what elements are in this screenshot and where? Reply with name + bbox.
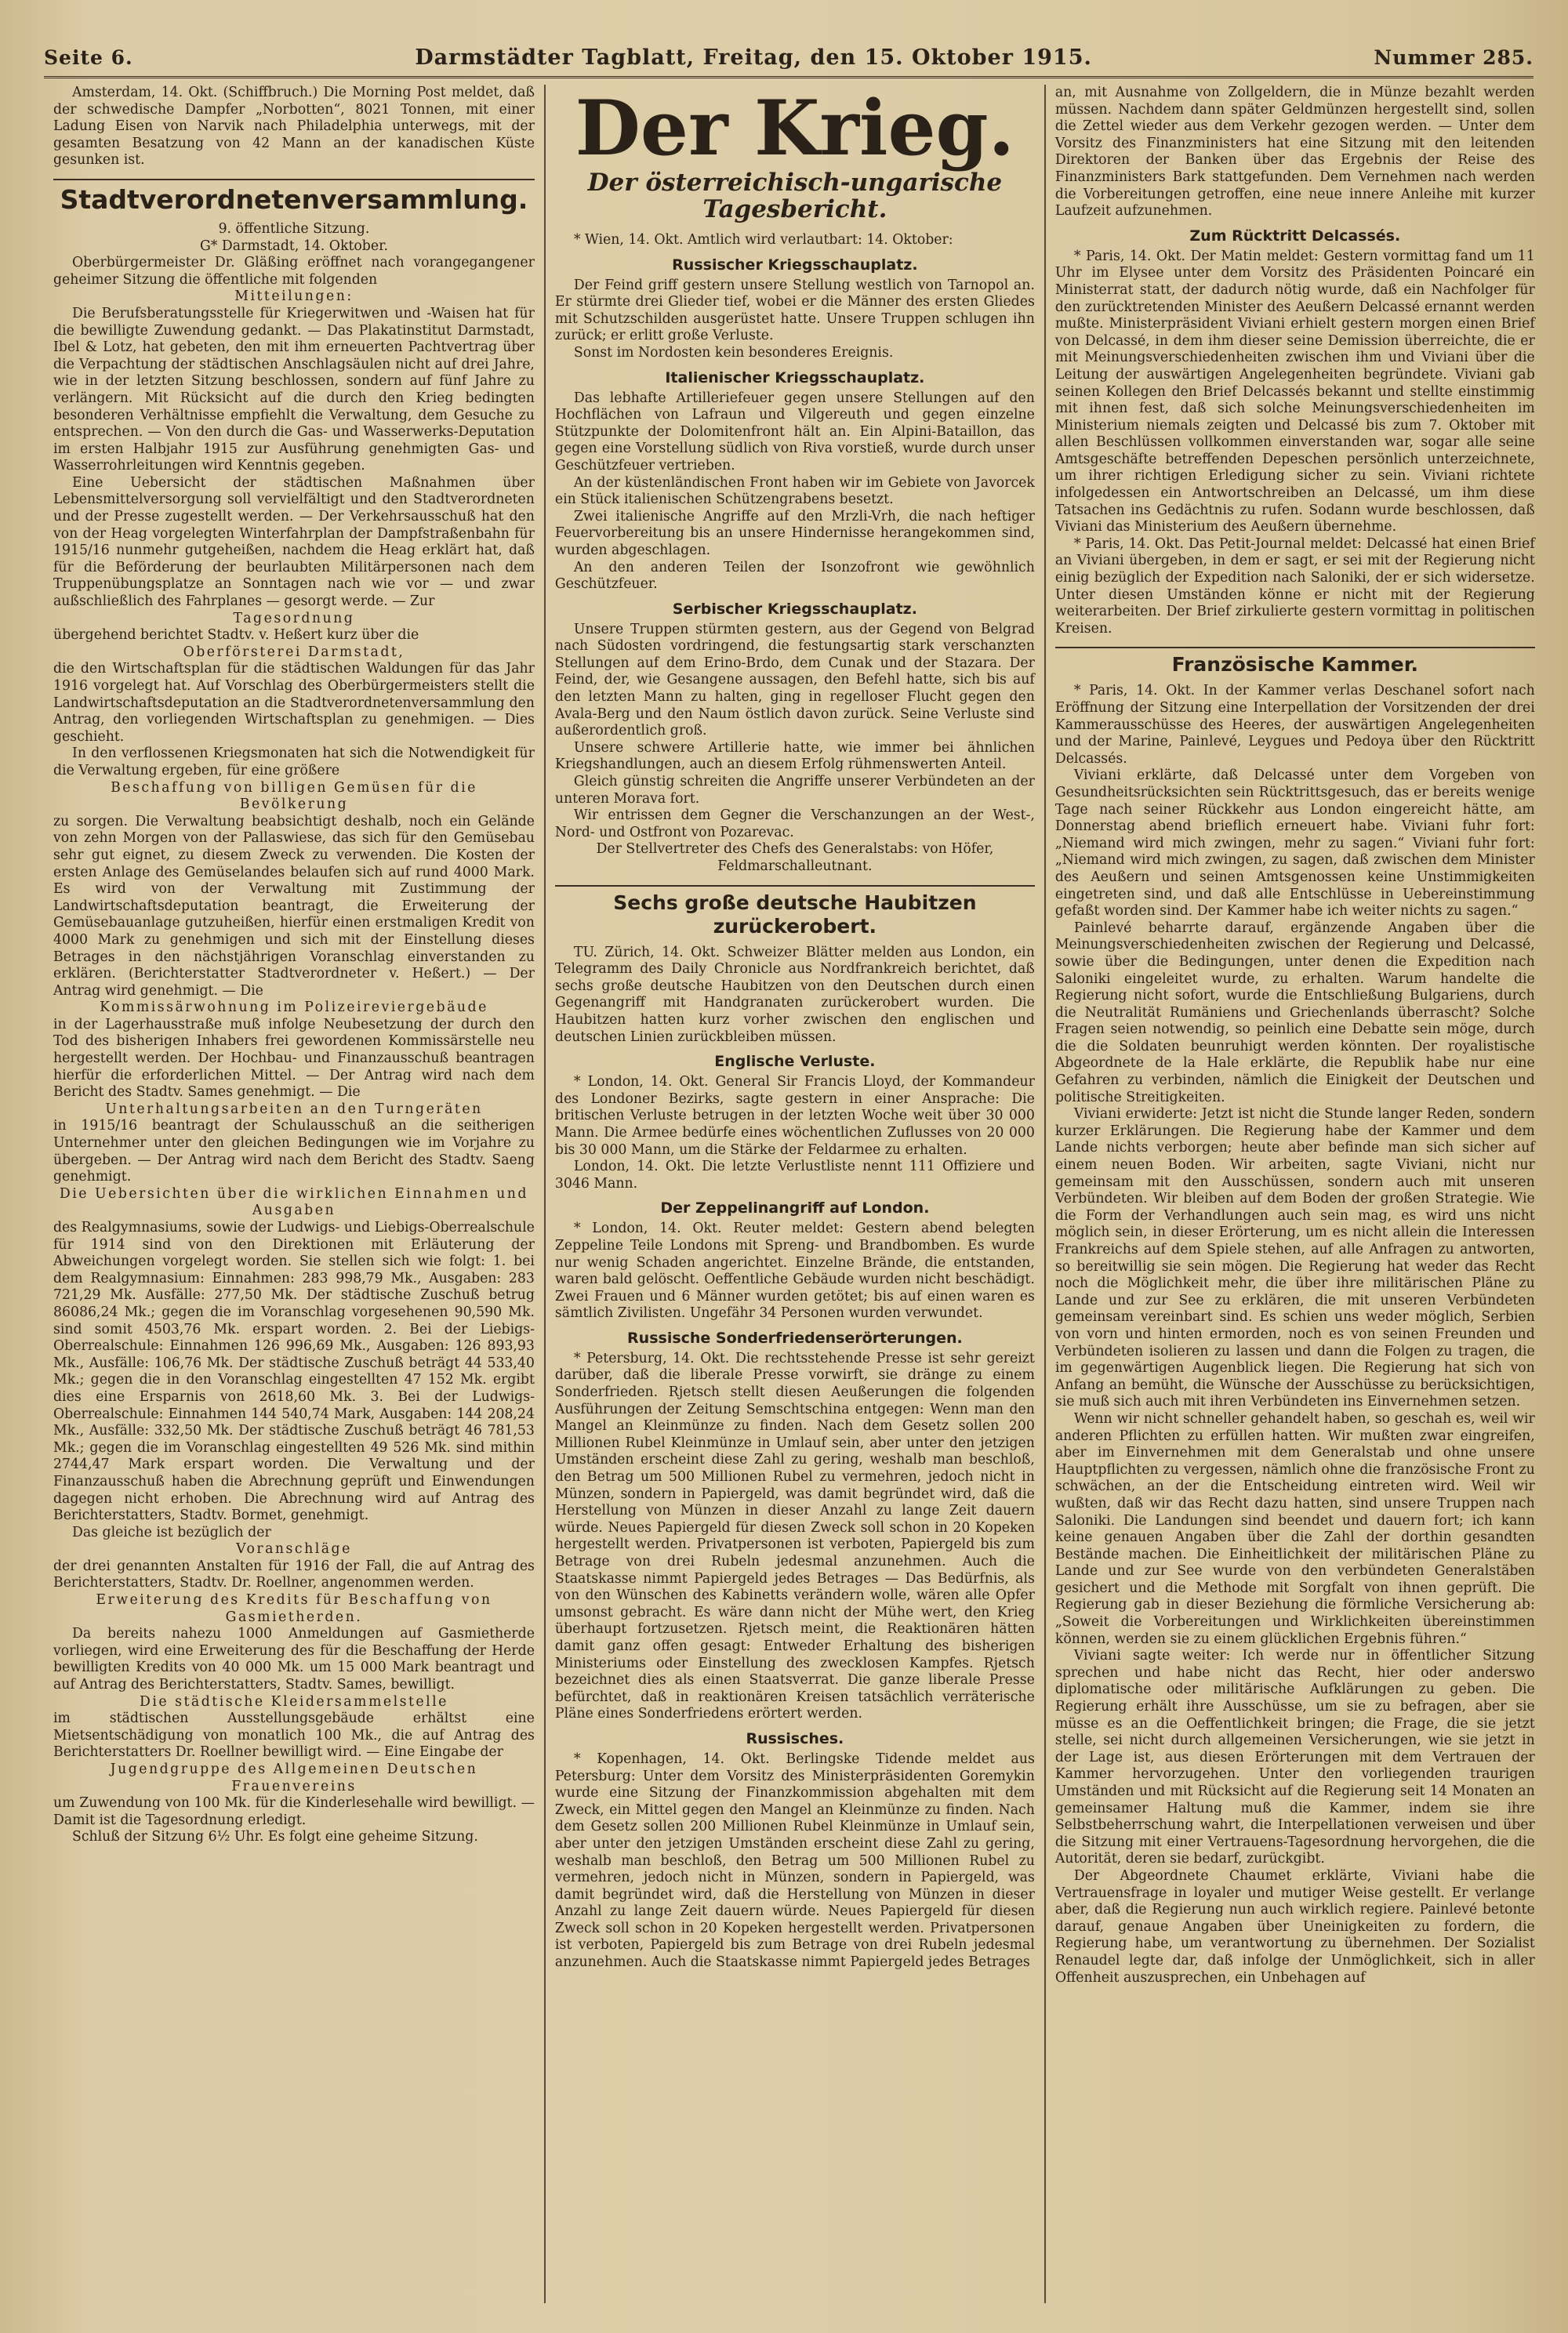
headline-tagesbericht: Der österreichisch-ungarische Tagesbericht.: [587, 169, 1003, 223]
paragraph: Das lebhafte Artilleriefeuer gegen unsere Stellungen auf den Hochflächen von Lafraun und Vilgereuth und gegen einzelne Stützpunkte der Dolomitenfront hält an. Ein Alpini-Bataillon, das gegen eine Vorstellung südlich von Riva vorstieß, wurde durch unser Geschützfeuer vertrieben.: [554, 390, 1035, 473]
paragraph: * Paris, 14. Okt. Das Petit-Journal meldet: Delcassé hat einen Brief an Viviani übergeben, in dem er sagt, er sei mit der Regierung nicht einig bezüglich der Expedition nach Saloniki, der er sich widersetze. Unter diesen Umständen könne er nicht mit der Regierung weiterarbeiten. Der Brief zirkulierte gestern vormittag in politischen Kreisen.: [1054, 535, 1535, 637]
paragraph: Painlevé beharrte darauf, ergänzende Angaben über die Meinungsverschiedenheiten zwischen der Regierung und Delcassé, sowie über die Bedingungen, unter denen die Expedition nach Saloniki eingeleitet wurde, zu erhalten. Warum handelte die Regierung nicht sofort, wurde die Entschließung Bulgariens, durch die Neutralität Rumäniens und Griechenlands überrascht? Solche Fragen seien notwendig, so peinlich eine Debatte sein möge, durch die die Soldaten beunruhigt werden könnten. Der royalistische Abgeordnete de la Hale erklärte, die Republik habe nur eine Gefahren zu verbinden, nämlich die Einigkeit der Deutschen und politische Streitigkeiten.: [1054, 920, 1535, 1105]
paragraph: Der Abgeordnete Chaumet erklärte, Viviani habe die Vertrauensfrage in loyaler und mutiger Weise gestellt. Er verlange aber, daß die Regierung nun auch wirklich regiere. Painlevé betonte darauf, genaue Angaben über Uneinigkeiten zu fordern, die Regierung habe, um verantwortung zu übernehmen. Der Sozialist Renaudel legte dar, daß infolge der Unmöglichkeit, sich in aller Offenheit auszusprechen, ein Unbehagen auf: [1054, 1867, 1535, 1986]
headline-stadtverordneten: Stadtverordnetenversammlung.: [53, 179, 535, 215]
dateline: G* Darmstadt, 14. Oktober.: [199, 238, 388, 254]
section-heading: Zum Rücktritt Delcassés.: [1189, 227, 1401, 245]
paragraph: An der küstenländischen Front haben wir im Gebiete von Javorcek ein Stück italienischen Schützengrabens besetzt.: [554, 474, 1035, 508]
column-3: [1044, 85, 1544, 2303]
article-amsterdam: Amsterdam, 14. Okt. (Schiffbruch.) Die Morning Post meldet, daß der schwedische Dampfer „Norbotten“, 8021 Tonnen, mit einer Ladung Eisen von Narvik nach Philadelphia unterwegs, mit der gesamten Besatzung von 42 Mann an der kanadischen Küste gesunken ist.: [53, 85, 535, 169]
paragraph: um Zuwendung von 100 Mk. für die Kinderlesehalle wird bewilligt. — Damit ist die Tagesordnung erledigt.: [53, 1795, 535, 1828]
paragraph: in 1915/16 beantragt der Schulausschuß an die seitherigen Unternehmer unter den gleichen Bedingungen wie im Vorjahre zu übergeben. — Der Antrag wird nach dem Bericht des Stadtv. Saeng genehmigt.: [53, 1118, 535, 1185]
paragraph: Wenn wir nicht schneller gehandelt haben, so geschah es, weil wir anderen Pflichten zu erfüllen hatten. Wir mußten zwar eingreifen, aber im Einvernehmen mit dem Generalstab und ohne unsere Hauptpflichten zu vergessen, nämlich ohne die französische Front zu schwächen, an der die Entscheidung eintreten wird. Weil wir wußten, daß wir das Recht dazu hatten, sind unsere Truppen nach Saloniki. Die Landungen sind beendet und dauern fort; ich kann keine genauen Angaben über die Zahl der dorthin gesandten Bestände machen. Die Einheitlichkeit der militärischen Pläne zu Lande und zur See wurde von den verbündeten Generalstäben gesichert und die Methode mit Sorgfalt von ihnen geprüft. Die Regierung gab in dieser Beziehung die förmliche Versicherung ab: „Soweit die Vorbereitungen und Wirklichkeiten übereinstimmen können, werden sie zu einem glücklichen Ergebnis führen.“: [1054, 1410, 1535, 1647]
paragraph: des Realgymnasiums, sowie der Ludwigs- und Liebigs-Oberrealschule für 1914 sind von den Direktionen mit Erläuterung der Abweichungen vorgelegt worden. Sie stellen sich wie folgt: 1. bei dem Realgymnasium: Einnahmen: 283 998,79 Mk., Ausgaben: 283 721,29 Mk. Ausfälle: 277,50 Mk. Der städtische Zuschuß betrug 86086,24 Mk.; gegen die im Voranschlag vorgesehenen 90,590 Mk. sind somit 4503,76 Mk. erspart worden. 2. Bei der Liebigs-Oberrealschule: Einnahmen 126 996,69 Mk., Ausgaben: 126 893,93 Mk., Ausfälle: 106,76 Mk. Der städtische Zuschuß beträgt 44 533,40 Mk.; gegen die in den Voranschlag eingestellten 47 152 Mk. ergibt dies eine Ersparnis von 2618,60 Mk. 3. Bei der Ludwigs-Oberrealschule: Einnahmen 144 540,74 Mark, Ausgaben: 144 208,24 Mk., Ausfälle: 332,50 Mk. Der städtische Zuschuß beträgt 46 781,53 Mk.; gegen die im Voranschlag eingestellten 49 526 Mk. sind mithin 2744,47 Mark erspart worden. Die Verwaltung und der Finanzausschuß haben die Abrechnung geprüft und Einwendungen dagegen nicht erhoben. Die Abrechnung wird auf Antrag des Berichterstatters, Stadtv. Bormet, genehmigt.: [53, 1220, 535, 1524]
paragraph: im städtischen Ausstellungsgebäude erhältst eine Mietsentschädigung von monatlich 100 Mk., die auf Antrag des Berichterstatters Dr. Roellner bewilligt wird. — Eine Eingabe der: [53, 1711, 535, 1761]
paragraph: Viviani erwiderte: Jetzt ist nicht die Stunde langer Reden, sondern kurzer Erklärungen. Die Regierung habe der Kammer und dem Lande nichts verborgen; heute aber befinde man sich sicher auf einem neuen Boden. Wir arbeiten, sagte Viviani, nicht nur gemeinsam mit den Ausschüssen, sondern auch mit unseren Verbündeten. Wir bleiben auf dem Boden der großen Strategie. Wie die Form der Verhandlungen auch sein mag, es wird uns nicht möglich sein, in dieser Erörterung, um es nicht allein die Interessen Frankreichs auf dem Spiele stehen, auf alle Anfragen zu antworten, so bereitwillig sie sein mögen. Die Regierung hat weder das Recht noch die Möglichkeit mehr, die über ihre militärischen Pläne zu Lande und zur See zu erklären, die mit unseren Verbündeten gemeinsam vereinbart sind. Es schien uns weder möglich, Serbien von vorn und hinten ermorden, noch es von seinen Freunden und Verbündeten isolieren zu lassen und dann die Folgen zu tragen, die im gegenwärtigen Augenblick liegen. Die Regierung hat sich von Anfang an bemüht, die Wünsche der Ausschüsse zu berücksichtigen, sie muß sich auch mit ihren Verbündeten ins Einvernehmen setzen.: [1054, 1106, 1535, 1410]
signature: Der Stellvertreter des Chefs des Generalstabs: von Höfer, Feldmarschalleutnant.: [596, 841, 994, 874]
paragraph: * Wien, 14. Okt. Amtlich wird verlautbart: 14. Oktober:: [573, 232, 953, 248]
paragraph: Da bereits nahezu 1000 Anmeldungen auf Gasmietherde vorliegen, wird eine Erweiterung des für die Beschaffung der Herde bewilligten Kredits von 40 000 Mk. um 15 000 Mark beantragt und auf Antrag des Berichterstatters, Stadtv. Sames, bewilligt.: [53, 1626, 535, 1693]
paragraph: * London, 14. Okt. General Sir Francis Lloyd, der Kommandeur des Londoner Bezirks, sagte gestern in einer Ansprache: Die britischen Verluste betrugen in der letzten Woche weit über 30 000 Mann. Die Armee bedürfe eines wöchentlichen Zuflusses von 20 000 bis 30 000 Mann, um die Stärke der Feldarmee zu erhalten.: [554, 1074, 1035, 1158]
paragraph: * Kopenhagen, 14. Okt. Berlingske Tidende meldet aus Petersburg: Unter dem Vorsitz des Ministerpräsidenten Goremykin wurde eine Sitzung der Finanzkommission abgehalten mit dem Zweck, ein Mittel gegen den Mangel an Kleinmünze zu finden. Nach dem Gesetz sollen 200 Millionen Rubel Kleinmünze in Umlauf sein, aber unter den jetzigen Umständen erscheint diese Zahl zu gering, weshalb man beschloß, den Betrag um 500 Millionen Rubel zu vermehren, jedoch nicht in Münzen, sondern in Papiergeld, was damit begründet wird, daß die Herstellung von Münzen in dieser Anzahl zu lange Zeit dauern würde. Neues Papiergeld für diesen Zweck soll schon in 20 Kopeken hergestellt werden. Privatpersonen ist verboten, Papiergeld bis zum Betrage von drei Rubeln jedesmal anzunehmen. Auch die Staatskasse nimmt Papiergeld jedes Betrages: [554, 1751, 1035, 1971]
paragraph: * Petersburg, 14. Okt. Die rechtsstehende Presse ist sehr gereizt darüber, daß die liberale Presse vorwirft, sie dränge zu einem Sonderfrieden. Rjetsch stellt diesen Aeußerungen die folgenden Ausführungen der Zeitung Semschtschina entgegen: Wenn man den Mangel an Kleinmünze zu finden. Nach dem Gesetz sollen 200 Millionen Rubel Kleinmünze in Umlauf sein, aber unter den jetzigen Umständen erscheint diese Zahl zu gering, weshalb man beschloß, den Betrag um 500 Millionen Rubel zu vermehren, jedoch nicht in Münzen, sondern in Papiergeld, was damit begründet wird, daß die Herstellung von Münzen in dieser Anzahl zu lange Zeit dauern würde. Neues Papiergeld für diesen Zweck soll schon in 20 Kopeken hergestellt werden. Privatpersonen ist verboten, Papiergeld bis zum Betrage von drei Rubeln jedesmal anzunehmen. Auch die Staatskasse nimmt Papiergeld jedes Betrages — Das Bedürfnis, als von den Wünschen des Kabinetts verändern wolle, wären alle Opfer umsonst gebracht. Es wäre dann nicht der Mühe wert, den Krieg überhaupt fortzusetzen. Rjetsch meint, die Reaktionären hätten damit ganz offen gesagt: Entweder Erhaltung des bisherigen Ministeriums oder Einstellung des zwecklosen Kampfes. Rjetsch bezeichnet dies als einen Staatsverrat. Die ganze liberale Presse befürchtet, daß in reaktionären Kreisen tatsächlich verräterische Pläne eines Sonderfriedens erörtert werden.: [554, 1350, 1035, 1722]
paragraph: Das gleiche ist bezüglich der: [72, 1524, 271, 1540]
subheading: Voranschläge: [236, 1541, 352, 1558]
paragraph: der drei genannten Anstalten für 1916 der Fall, die auf Antrag des Berichterstatters, Stadtv. Dr. Roellner, angenommen werden.: [53, 1558, 535, 1591]
paragraph: Wir entrissen dem Gegner die Verschanzungen an der West-, Nord- und Ostfront von Pozarevac.: [554, 807, 1035, 840]
paragraph: Viviani sagte weiter: Ich werde nur in öffentlicher Sitzung sprechen und habe nicht das Recht, hier oder anderswo diplomatische oder militärische Aufklärungen zu geben. Die Regierung erhält ihre Ausschüsse, um sie zu befragen, aber sie müsse es an die Oeffentlichkeit bringen; die Frage, die sie jetzt stelle, sei nicht durch allgemeinen Versicherungen, wie sie jetzt in der Lage ist, aus diesen Erörterungen mit dem Vertrauen der Kammer hervorzugehen. Unter den vorliegenden traurigen Umständen und mit Rücksicht auf die Regierung seit 14 Monaten an gemeinsamer Haltung muß die Kammer, indem sie ihre Selbstbeherrschung wahrt, die Interpellationen verweisen und über die Sitzung mit einer Vertrauens-Tagesordnung hervorgehen, die die Autorität, deren sie bedarf, zurückgibt.: [1054, 1648, 1535, 1867]
column-1: [44, 85, 544, 2303]
section-heading: Englische Verluste.: [714, 1053, 876, 1071]
subheading: Mitteilungen:: [234, 288, 354, 305]
paragraph: Der Feind griff gestern unsere Stellung westlich von Tarnopol an. Er stürmte drei Glieder tief, wobei er die Männer des ersten Gliedes mit Schutzschilden ausgerüstet hatte. Unsere Truppen schlugen ihn zurück; er erlitt große Verluste.: [554, 277, 1035, 344]
paragraph: An den anderen Teilen der Isonzofront wie gewöhnlich Geschützfeuer.: [554, 559, 1035, 593]
issue-number: Nummer 285.: [1374, 46, 1534, 69]
subheading: Jugendgruppe des Allgemeinen Deutschen Frauenvereins: [110, 1762, 478, 1794]
subheading: 9. öffentliche Sitzung.: [218, 220, 370, 237]
paragraph: Gleich günstig schreiten die Angriffe unserer Verbündeten an der unteren Morava fort.: [554, 774, 1035, 807]
subheading: Erweiterung des Kredits für Beschaffung von Gasmietherden.: [96, 1592, 492, 1625]
section-heading: Der Zeppelinangriff auf London.: [660, 1199, 930, 1217]
paragraph: London, 14. Okt. Die letzte Verlustliste nennt 111 Offiziere und 3046 Mann.: [554, 1159, 1035, 1192]
paragraph: Eine Uebersicht der städtischen Maßnahmen über Lebensmittelversorgung soll vervielfältigt und den Stadtverordneten und der Presse zugestellt werden. — Der Verkehrsausschuß hat den von der Heag vorgelegten Winterfahrplan der Dampfstraßenbahn für 1915/16 nunmehr gutgeheißen, nachdem die Heag erklärt hat, daß für die Beförderung der beurlaubten Militärpersonen nach dem Truppenübungsplatze an Sonntagen nach wie vor — und zwar außschließlich des Fahrplanes — gesorgt werde. — Zur: [53, 474, 535, 610]
page-header: [44, 45, 1534, 78]
subheading: Die Uebersichten über die wirklichen Einnahmen und Ausgaben: [59, 1185, 528, 1219]
paragraph: Sonst im Nordosten kein besonderes Ereignis.: [573, 344, 894, 361]
paragraph: TU. Zürich, 14. Okt. Schweizer Blätter melden aus London, ein Telegramm des Daily Chronicle aus Nordfrankreich berichtet, daß sechs große deutsche Haubitzen von den Deutschen durch einen Gegenangriff mit Handgranaten zurückerobert wurden. Die Haubitzen hatten kurz vorher zwischen den englischen und deutschen Linien zurückbleiben müssen.: [554, 944, 1035, 1045]
column-2: [544, 85, 1044, 2303]
subheading: Die städtische Kleidersammelstelle: [140, 1693, 448, 1710]
paragraph: in der Lagerhausstraße muß infolge Neubesetzung der durch den Tod des bisherigen Inhabers frei gewordenen Kommissärstelle neu hergestellt werden. Der Hochbau- und Finanzausschuß beantragen hierfür die erforderlichen Mittel. — Der Antrag wird nach dem Bericht des Stadtv. Sames genehmigt. — Die: [53, 1016, 535, 1101]
paragraph: Viviani erklärte, daß Delcassé unter dem Vorgeben von Gesundheitsrücksichten sein Rücktrittsgesuch, das er bereits wenige Tage nach seiner Rückkehr aus London eingereicht hätte, am Donnerstag abend brieflich erneuert habe. Viviani fuhr fort: „Niemand wird mich zwingen, mehr zu sagen.“ Viviani fuhr fort: „Niemand wird mich zwingen, zu sagen, daß zwischen dem Minister des Aeußern und seinen Amtsgenossen keine Unstimmigkeiten eingetreten sind, und daß alle Entschlüsse in Uebereinstimmung gefaßt worden sind. Der Kammer habe ich weiter nichts zu sagen.“: [1054, 767, 1535, 920]
paragraph: an, mit Ausnahme von Zollgeldern, die in Münze bezahlt werden müssen. Nachdem dann später Geldmünzen hergestellt sind, sollen die Zettel wieder aus dem Verkehr gezogen werden. — Unter dem Vorsitz des Finanzministers hat eine Sitzung mit den leitenden Direktoren der Banken über das Ergebnis der Reise des Finanzministers Bark stattgefunden. Dem Vernehmen nach werden die Vorbereitungen getroffen, eine neue innere Anleihe mit kurzer Laufzeit aufzunehmen.: [1054, 85, 1535, 220]
paragraph: * Paris, 14. Okt. Der Matin meldet: Gestern vormittag fand um 11 Uhr im Elysee unter dem Vorsitz des Präsidenten Poincaré ein Ministerrat statt, der dadurch nötig wurde, daß ein Nachfolger für den zurücktretenden Minister des Aeußern Delcassé ernannt werden mußte. Ministerpräsident Viviani erhielt gestern morgen einen Brief von Delcassé, in dem ihm dieser seine Demission überreichte, die er mit Meinungsverschiedenheiten zwischen ihm und Viviani über die Leitung der auswärtigen Angelegenheiten begründete. Viviani gab seinen Kollegen den Brief Delcassés bekannt und stellte einstimmig mit ihnen fest, daß sich solche Meinungsverschiedenheiten im Ministerium niemals zeigten und Delcassé bis zum 7. Oktober mit allen Beschlüssen vollkommen einverstanden war, sogar alle seine Amtsgeschäfte betreffenden Depeschen persönlich unterzeichnete, um ihrer richtigen Erledigung sicher zu sein. Viviani richtete infolgedessen ein Antwortschreiben an Delcassé, um ihm diese Tatsachen ins Gedächtnis zu rufen. Sodann wurde beschlossen, daß Viviani das Ministerium des Aeußern übernehme.: [1054, 248, 1535, 535]
paragraph: Zwei italienische Angriffe auf den Mrzli-Vrh, die nach heftiger Feuervorbereitung bis an unsere Hindernisse herangekommen sind, wurden abgeschlagen.: [554, 508, 1035, 558]
headline-haubitzen: Sechs große deutsche Haubitzen zurückerobert.: [555, 885, 1035, 938]
headline-kammer: Französische Kammer.: [1055, 647, 1535, 677]
paragraph: Die Berufsberatungsstelle für Kriegerwitwen und -Waisen hat für die bewilligte Zuwendung gedankt. — Das Plakatinstitut Darmstadt, Ibel & Lotz, hat gebeten, den mit ihm erneuerten Pachtvertrag über die Verpachtung der städtischen Anschlagsäulen nicht auf drei Jahre, wie in der letzten Sitzung beschlossen, sondern auf fünf Jahre zu verlängern. Mit Rücksicht auf die durch den Krieg bedingten besonderen Verhältnisse empfiehlt die Verwaltung, dem Gesuche zu entsprechen. — Von den durch die Gas- und Wasserwerks-Deputation im ersten Halbjahr 1915 zur Ausführung genehmigten Gas- und Wasserrohrleitungen wird Kenntnis gegeben.: [53, 305, 535, 474]
paragraph: * London, 14. Okt. Reuter meldet: Gestern abend belegten Zeppeline Teile Londons mit Spreng- und Brandbomben. Es wurde nur wenig Schaden angerichtet. Einzelne Brände, die entstanden, waren bald gelöscht. Oeffentliche Gebäude wurden nicht beschädigt. Zwei Frauen und 6 Männer wurden getötet; bis auf einen waren es sämtlich Zivilisten. Ungefähr 34 Personen wurden verwundet.: [554, 1221, 1035, 1322]
paragraph: zu sorgen. Die Verwaltung beabsichtigt deshalb, noch ein Gelände von zehn Morgen von der Pallaswiese, das sich für den Gemüsebau sehr gut eignet, zu diesem Zweck zu verwenden. Die Kosten der ersten Anlage des Gemüselandes belaufen sich auf rund 4000 Mark. Es wird von der Verwaltung mit Zustimmung der Landwirtschaftsdeputation beantragt, die Erweiterung der Gemüsebauanlage gutzuheißen, hierfür einen erstmaligen Kredit von 4000 Mark zu genehmigen und sich mit der Einstellung dieses Betrages in den nächstjährigen Voranschlag einverstanden zu erklären. (Berichterstatter Stadtverordneter v. Heßert.) — Der Antrag wird genehmigt. — Die: [53, 813, 535, 999]
paragraph: Schluß der Sitzung 6½ Uhr. Es folgt eine geheime Sitzung.: [72, 1829, 478, 1845]
paragraph: die den Wirtschaftsplan für die städtischen Waldungen für das Jahr 1916 vorgelegt hat. Auf Vorschlag des Oberbürgermeisters stellt die Landwirtschaftsdeputation an die Stadtverordnetenversammlung den Antrag, den vorliegenden Wirtschaftsplan zu genehmigen. — Dies geschieht.: [53, 661, 535, 745]
subheading: Unterhaltungsarbeiten an den Turngeräten: [105, 1101, 483, 1117]
page-number: Seite 6.: [44, 46, 133, 69]
paragraph: * Paris, 14. Okt. In der Kammer verlas Deschanel sofort nach Eröffnung der Sitzung eine Interpellation der Vorsitzenden der drei Kammerausschüsse des Heeres, der auswärtigen Angelegenheiten und der Marine, Painlevé, Leygues und Pedoya über den Rücktritt Delcassés.: [1054, 683, 1535, 767]
section-heading: Serbischer Kriegsschauplatz.: [672, 600, 917, 618]
subheading: Kommissärwohnung im Polizeireviergebäude: [100, 1000, 488, 1016]
section-heading: Russischer Kriegsschauplatz.: [672, 256, 918, 274]
columns: [44, 85, 1544, 2303]
paragraph: Oberbürgermeister Dr. Gläßing eröffnet nach vorangegangener geheimer Sitzung die öffentliche mit folgenden: [53, 255, 535, 288]
subheading: Beschaffung von billigen Gemüsen für die Bevölkerung: [111, 779, 477, 813]
section-heading: Russisches.: [746, 1729, 844, 1747]
subheading: Oberförsterei Darmstadt,: [183, 644, 405, 660]
section-heading: Russische Sonderfriedenserörterungen.: [627, 1329, 963, 1347]
paragraph: Unsere schwere Artillerie hatte, wie immer bei ähnlichen Kriegshandlungen, auch an diesem Erfolg rühmenswerten Anteil.: [554, 739, 1035, 773]
subheading: Tagesordnung: [233, 610, 355, 626]
masthead-line: Darmstädter Tagblatt, Freitag, den 15. Oktober 1915.: [415, 45, 1092, 70]
headline-der-krieg: Der Krieg.: [575, 85, 1015, 172]
paragraph: Unsere Truppen stürmten gestern, aus der Gegend von Belgrad nach Südosten vordringend, die festungsartig stark verschanzten Stellungen auf dem Erino-Brdo, dem Cunak und der Stazara. Der Feind, der, wie Gesangene aussagen, den Befehl hatte, sich bis auf den letzten Mann zu halten, ging in regelloser Flucht gegen den Avala-Berg und den Naum östlich davon zurück. Seine Verluste sind außerordentlich groß.: [554, 621, 1035, 739]
paragraph: In den verflossenen Kriegsmonaten hat sich die Notwendigkeit für die Verwaltung ergeben, für eine größere: [53, 746, 535, 778]
paragraph: übergehend berichtet Stadtv. v. Heßert kurz über die: [53, 627, 419, 644]
section-heading: Italienischer Kriegsschauplatz.: [665, 368, 925, 386]
